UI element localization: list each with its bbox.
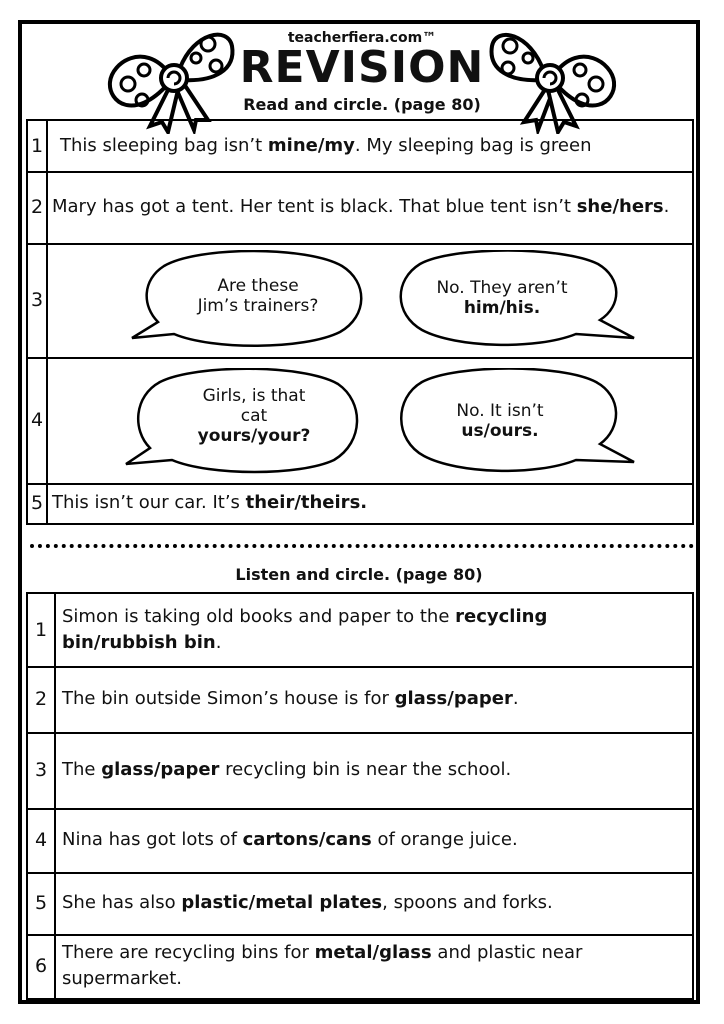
- page-title: REVISION: [239, 42, 485, 93]
- table-row: [28, 872, 692, 936]
- answer-choice[interactable]: glass/paper: [394, 688, 513, 709]
- answer-choice[interactable]: metal/glass: [314, 942, 432, 963]
- site-name: teacherfiera.com™: [287, 30, 437, 46]
- item-text: Simon is taking old books and paper to the recycling bin/rubbish bin.: [62, 606, 548, 653]
- item-text: Nina has got lots of cartons/cans of orange juice.: [62, 829, 518, 850]
- answer-choice[interactable]: yours/your?: [197, 426, 311, 446]
- answer-choice[interactable]: mine/my: [267, 135, 355, 156]
- table-row: [28, 483, 692, 523]
- item-number: 3: [28, 243, 48, 357]
- bubble-text-right: No. It isn’t us/ours.: [402, 401, 598, 441]
- answer-choice[interactable]: recycling bin/rubbish bin: [62, 606, 548, 653]
- answer-choice[interactable]: plastic/metal plates: [181, 892, 383, 913]
- listen-table: [26, 592, 694, 1000]
- item-text: The bin outside Simon’s house is for glass/paper.: [62, 688, 519, 709]
- item-number: 4: [28, 357, 48, 483]
- item-number: 6: [28, 934, 56, 998]
- answer-choice[interactable]: glass/paper: [101, 759, 220, 780]
- answer-choice[interactable]: she/hers: [576, 196, 664, 217]
- table-row: [28, 171, 692, 245]
- bubble-text-left: Are these Jim’s trainers?: [197, 276, 319, 316]
- table-row: [28, 808, 692, 874]
- table-row: [28, 934, 692, 998]
- item-number: 4: [28, 808, 56, 872]
- item-number: 1: [28, 121, 48, 171]
- item-number: 2: [28, 171, 48, 243]
- answer-choice[interactable]: their/theirs.: [245, 492, 368, 513]
- item-text: This sleeping bag isn’t mine/my. My sleeping bag is green: [60, 135, 592, 156]
- listen-instruction: Listen and circle. (page 80): [235, 565, 483, 584]
- table-row: [28, 732, 692, 810]
- item-text: Mary has got a tent. Her tent is black. That blue tent isn’t she/hers.: [52, 196, 670, 217]
- item-text: This isn’t our car. It’s their/theirs.: [52, 492, 368, 513]
- table-row: [28, 594, 692, 668]
- item-text: There are recycling bins for metal/glass and plastic near supermarket.: [62, 942, 583, 989]
- item-number: 5: [28, 483, 48, 523]
- item-number: 3: [28, 732, 56, 808]
- item-number: 1: [28, 594, 56, 666]
- read-instruction: Read and circle. (page 80): [243, 95, 481, 114]
- answer-choice[interactable]: him/his.: [463, 298, 541, 318]
- dotted-divider: [30, 544, 694, 548]
- item-text: The glass/paper recycling bin is near the school.: [62, 759, 512, 780]
- table-row: [28, 666, 692, 734]
- item-number: 2: [28, 666, 56, 732]
- item-number: 5: [28, 872, 56, 934]
- bubble-text-right: No. They aren’t him/his.: [404, 278, 600, 318]
- item-text: She has also plastic/metal plates, spoons and forks.: [62, 892, 553, 913]
- answer-choice[interactable]: cartons/cans: [242, 829, 372, 850]
- bubble-text-left: Girls, is that cat yours/your?: [156, 386, 352, 446]
- table-row: [28, 121, 692, 173]
- answer-choice[interactable]: us/ours.: [461, 421, 539, 441]
